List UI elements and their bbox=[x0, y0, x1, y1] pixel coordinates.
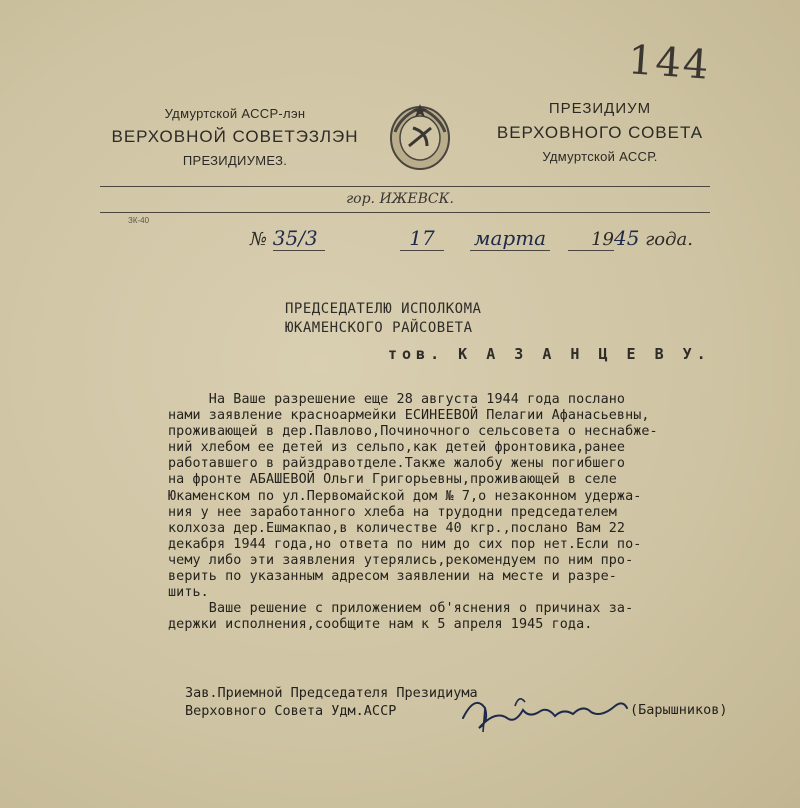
body-line: ния у нее заработанного хлеба на трудодни председателем bbox=[168, 504, 617, 520]
letterhead-udmurt bbox=[100, 106, 370, 168]
letterhead-right-line2: ВЕРХОВНОГО СОВЕТА bbox=[496, 123, 704, 142]
body-line: Юкаменском по ул.Первомайской дом № 7,о незаконном удержа- bbox=[168, 488, 642, 504]
signer-name: (Барышников) bbox=[630, 702, 728, 718]
body-line: нами заявление красноармейки ЕСИНЕЕВОЙ Пелагии Афанасьевны, bbox=[168, 408, 650, 424]
archive-number: 144 bbox=[626, 37, 712, 89]
body-line: колхоза дер.Ешмакпао,в количестве 40 кгр.,послано Вам 22 bbox=[168, 520, 626, 536]
letterhead-right-line1: ПРЕЗИДИУМ bbox=[548, 100, 652, 117]
body-line: Ваше решение с приложением об'яснения о причинах за- bbox=[168, 601, 634, 617]
letterhead-left-line2: ВЕРХОВНОЙ СОВЕТЭЗЛЭН bbox=[111, 127, 359, 146]
addressee-block bbox=[285, 300, 481, 338]
body-line: держки исполнения,сообщите нам к 5 апреля 1945 года. bbox=[168, 617, 593, 633]
year-suffix: 45 bbox=[614, 226, 640, 250]
handwritten-signature bbox=[455, 688, 630, 736]
addressee-line2: ЮКАМЕНСКОГО РАЙСОВЕТА bbox=[285, 320, 473, 336]
signer-title-line1: Зав.Приемной Председателя Президиума bbox=[185, 685, 478, 701]
city-name: гор. ИЖЕВСК. bbox=[346, 191, 454, 207]
number-prefix: № bbox=[250, 229, 268, 250]
body-line: проживающей в дер.Павлово,Починочного сельсовета о неснабже- bbox=[168, 424, 658, 440]
letter-body bbox=[168, 392, 768, 633]
coat-of-arms-emblem bbox=[387, 102, 453, 172]
body-line: работавшего в райздравотделе.Также жалобу жены погибшего bbox=[168, 456, 626, 472]
document-number bbox=[250, 226, 325, 251]
document-month bbox=[470, 226, 550, 251]
addressee-greeting: тов. К А З А Н Ц Е В У. bbox=[388, 345, 711, 363]
body-line: ний хлебом ее детей из сельпо,как детей фронтовика,ранее bbox=[168, 440, 626, 456]
body-line: На Ваше разрешение еще 28 августа 1944 года послано bbox=[168, 392, 626, 407]
signature-block bbox=[185, 684, 478, 720]
letterhead-russian bbox=[470, 100, 730, 164]
month-value: марта bbox=[470, 226, 550, 251]
letterhead-left-line3: ПРЕЗИДИУМЕЗ. bbox=[182, 153, 288, 168]
body-line: верить по указанным адресом заявлении на месте и разре- bbox=[168, 569, 617, 585]
day-value: 17 bbox=[400, 226, 444, 251]
print-code: ЗК-40 bbox=[128, 216, 150, 225]
body-line: шить. bbox=[168, 585, 209, 601]
letterhead-left-line1: Удмуртской АССР-лэн bbox=[164, 106, 306, 121]
addressee-line1: ПРЕДСЕДАТЕЛЮ ИСПОЛКОМА bbox=[285, 301, 482, 317]
body-line: декабря 1944 года,но ответа по ним до сих пор нет.Если по- bbox=[168, 536, 642, 552]
document-day bbox=[400, 226, 444, 251]
signer-title-line2: Верховного Совета Удм.АССР bbox=[185, 703, 397, 719]
letterhead-right-line3: Удмуртской АССР. bbox=[542, 149, 658, 164]
divider-top bbox=[100, 186, 710, 187]
year-prefix: 19 bbox=[568, 229, 614, 251]
number-value: 35/3 bbox=[273, 226, 325, 251]
body-line: чему либо эти заявления утерялись,рекомендуем по ним про- bbox=[168, 552, 634, 568]
document-year bbox=[568, 226, 693, 251]
year-word: года. bbox=[645, 229, 693, 250]
body-line: на фронте АБАШЕВОЙ Ольги Григорьевны,проживающей в селе bbox=[168, 472, 617, 488]
divider-bottom bbox=[100, 212, 710, 213]
